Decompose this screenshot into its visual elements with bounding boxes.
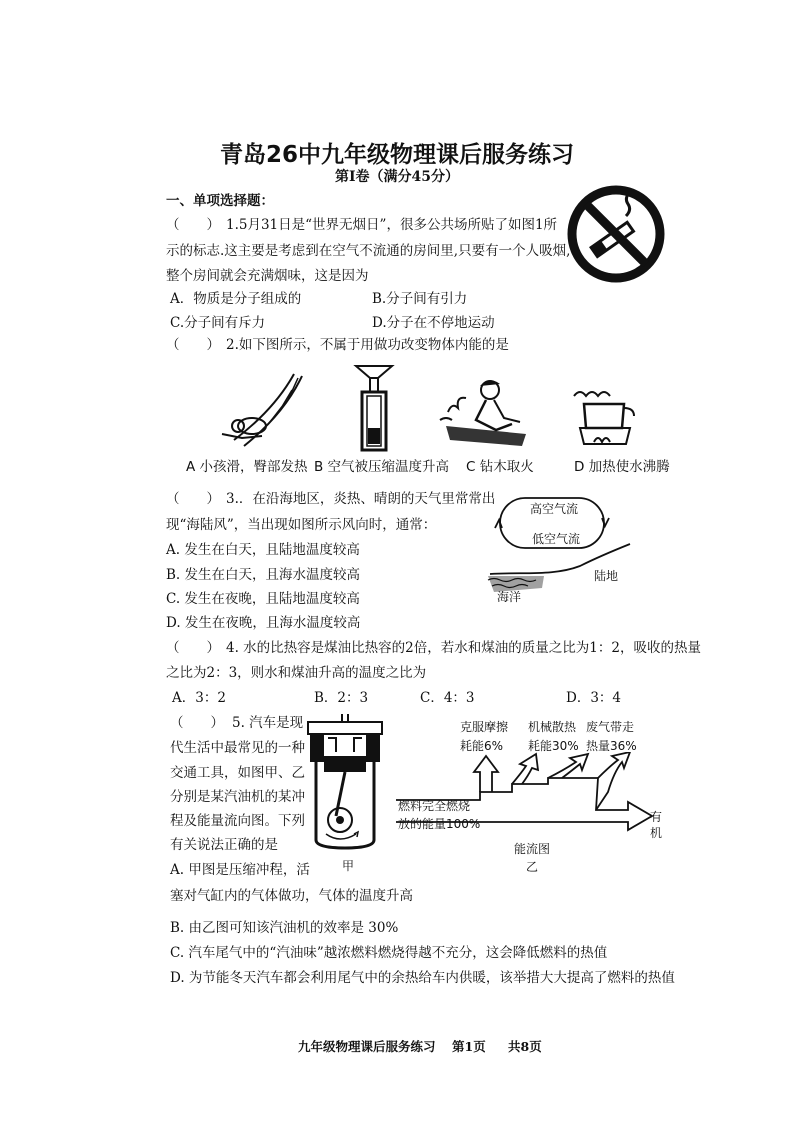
q5-line6: 有关说法正确的是 [170, 837, 278, 853]
air-pump-figure [352, 362, 396, 454]
sea-label: 海洋 [497, 590, 522, 604]
q5-option-a-cont: 塞对气缸内的气体做功，气体的温度升高 [170, 888, 413, 904]
q5-line2: 代生活中最常见的一种 [170, 740, 305, 756]
exhaust-heat-label-2: 热量36% [586, 739, 637, 753]
no-smoking-sign [564, 182, 668, 286]
q1-paren: （ ） [166, 217, 220, 233]
section-heading: 一、单项选择题： [166, 193, 274, 209]
q1-line1: 1.5月31日是“世界无烟日”，很多公共场所贴了如图1所 [226, 217, 558, 233]
q4-line2: 之比为2：3，则水和煤油升高的温度之比为 [166, 665, 427, 681]
useful-energy-label-1: 有 [650, 810, 663, 824]
mechanical-heat-label-1: 机械散热 [528, 720, 577, 734]
q2-caption-d: D 加热使水沸腾 [574, 459, 670, 475]
q3-option-a: A. 发生在白天，且陆地温度较高 [166, 542, 360, 558]
page-title: 青岛26中九年级物理课后服务练习 [219, 142, 574, 168]
q5-option-d: D. 为节能冬天汽车都会利用尾气中的余热给车内供暖，该举措大大提高了燃料的热值 [170, 970, 675, 986]
figure-yi-label: 乙 [526, 860, 539, 874]
q1-option-c: C.分子间有斥力 [170, 315, 266, 331]
q4-line1: 4. 水的比热容是煤油比热容的2倍，若水和煤油的质量之比为1：2，吸收的热量 [226, 640, 701, 656]
high-air-flow-label: 高空气流 [530, 502, 579, 516]
q5-paren: （ ） [170, 715, 224, 731]
q5-line3: 交通工具，如图甲、乙 [170, 765, 305, 781]
page-subtitle: 第Ⅰ卷（满分45分） [334, 169, 460, 185]
mechanical-heat-label-2: 耗能30% [528, 739, 579, 753]
friction-loss-label-1: 克服摩擦 [460, 720, 509, 734]
q1-option-a: A．物质是分子组成的 [170, 291, 302, 307]
footer-total: 共8页 [508, 1039, 542, 1054]
q2-caption-b: B 空气被压缩温度升高 [314, 459, 450, 475]
low-air-flow-label: 低空气流 [532, 532, 581, 546]
slide-child-figure [214, 370, 306, 450]
fuel-energy-label-2: 放的能量100% [398, 817, 481, 831]
friction-loss-label-2: 耗能6% [460, 739, 504, 753]
land-label: 陆地 [594, 569, 619, 583]
fuel-energy-label-1: 燃料完全燃烧 [398, 799, 471, 813]
q3-line1: 3.．在沿海地区，炎热、晴朗的天气里常常出 [226, 491, 496, 507]
q4-option-a: A．3：2 [172, 690, 226, 706]
footer-page: 第1页 [452, 1039, 486, 1054]
q1-option-d: D.分子在不停地运动 [372, 315, 495, 331]
q3-line2: 现“海陆风”，当出现如图所示风向时，通常： [166, 517, 437, 533]
q2-text: 2.如下图所示，不属于用做功改变物体内能的是 [226, 337, 509, 353]
engine-stroke-figure [302, 712, 388, 852]
q5-option-b: B. 由乙图可知该汽油机的效率是 30% [170, 920, 399, 936]
drill-fire-figure [436, 376, 532, 452]
q1-option-b: B.分子间有引力 [372, 291, 468, 307]
q4-paren: （ ） [166, 640, 220, 656]
q5-line5: 程及能量流向图。下列 [170, 813, 305, 829]
q2-caption-c: C 钻木取火 [466, 459, 534, 475]
q5-line7: A. 甲图是压缩冲程，活 [170, 862, 310, 878]
q1-line3: 整个房间就会充满烟味，这是因为 [166, 268, 369, 284]
q2-caption-a: A 小孩滑，臀部发热 [186, 459, 308, 475]
q3-paren: （ ） [166, 491, 220, 507]
q2-paren: （ ） [166, 337, 220, 353]
boiling-water-figure [568, 386, 644, 448]
q3-option-d: D. 发生在夜晚，且海水温度较高 [166, 615, 361, 631]
q3-option-b: B. 发生在白天，且海水温度较高 [166, 567, 361, 583]
q4-option-c: C．4：3 [420, 690, 475, 706]
q4-option-b: B．2：3 [314, 690, 369, 706]
exhaust-heat-label-1: 废气带走 [586, 720, 635, 734]
figure-jia-label: 甲 [342, 859, 355, 873]
q1-line2: 示的标志.这主要是考虑到在空气不流通的房间里,只要有一个人吸烟, [166, 243, 571, 259]
q3-option-c: C. 发生在夜晚，且陆地温度较高 [166, 591, 360, 607]
q5-option-c: C. 汽车尾气中的“汽油味”越浓燃料燃烧得越不充分，这会降低燃料的热值 [170, 945, 608, 961]
useful-energy-label-2: 机 [650, 826, 663, 840]
q4-option-d: D．3：4 [566, 690, 622, 706]
q5-line4: 分别是某汽油机的某冲 [170, 789, 305, 805]
q5-line1: 5. 汽车是现 [232, 715, 304, 731]
footer-title: 九年级物理课后服务练习 [298, 1039, 436, 1054]
flow-caption: 能流图 [514, 842, 551, 856]
